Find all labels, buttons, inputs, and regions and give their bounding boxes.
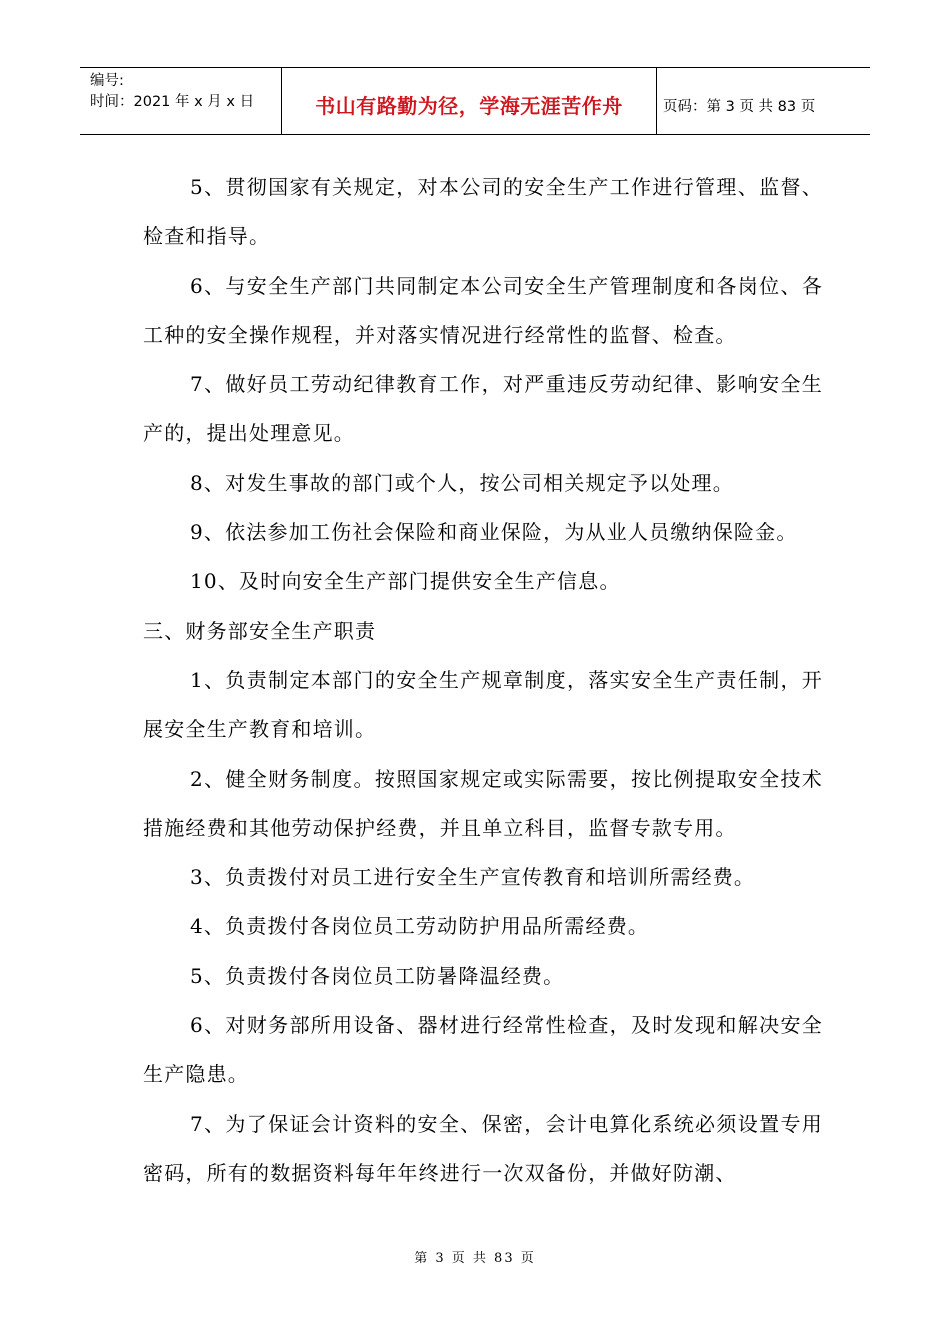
paragraph: 3、负责拨付对员工进行安全生产宣传教育和培训所需经费。 [190, 865, 756, 890]
paragraph: 10、及时向安全生产部门提供安全生产信息。 [190, 569, 621, 594]
paragraph: 5、负责拨付各岗位员工防暑降温经费。 [190, 963, 565, 988]
paragraph: 7、做好员工劳动纪律教育工作，对严重违反劳动纪律、影响安全生产的，提出处理意见。 [143, 372, 823, 446]
paragraph: 6、与安全生产部门共同制定本公司安全生产管理制度和各岗位、各工种的安全操作规程，并对落实情况进行经常性的监督、检查。 [143, 273, 823, 347]
page-header [80, 67, 870, 135]
paragraph: 9、依法参加工伤社会保险和商业保险，为从业人员缴纳保险金。 [190, 520, 798, 545]
header-motto: 书山有路勤为径，学海无涯苦作舟 [282, 68, 657, 134]
section-heading: 三、财务部安全生产职责 [143, 618, 377, 643]
page-footer: 第 3 页 共 83 页 [414, 1251, 536, 1266]
paragraph: 1、负责制定本部门的安全生产规章制度，落实安全生产责任制，开展安全生产教育和培训。 [143, 667, 823, 742]
paragraph: 8、对发生事故的部门或个人，按公司相关规定予以处理。 [190, 470, 734, 495]
document-date: 时间：2021 年 x 月 x 日 [90, 94, 255, 110]
paragraph: 2、健全财务制度。按照国家规定或实际需要，按比例提取安全技术措施经费和其他劳动保护经费，并且单立科目，监督专款专用。 [143, 766, 823, 840]
paragraph: 5、贯彻国家有关规定，对本公司的安全生产工作进行管理、监督、检查和指导。 [143, 175, 823, 249]
paragraph: 7、为了保证会计资料的安全、保密，会计电算化系统必须设置专用密码，所有的数据资料每年年终进行一次双备份，并做好防潮、 [143, 1111, 823, 1185]
header-meta [80, 68, 282, 134]
document-number-label: 编号: [90, 73, 124, 89]
document-body [143, 163, 823, 1198]
paragraph: 6、对财务部所用设备、器材进行经常性检查，及时发现和解决安全生产隐患。 [143, 1013, 823, 1087]
header-page-info: 页码：第 3 页 共 83 页 [663, 98, 816, 115]
paragraph: 4、负责拨付各岗位员工劳动防护用品所需经费。 [190, 914, 650, 939]
